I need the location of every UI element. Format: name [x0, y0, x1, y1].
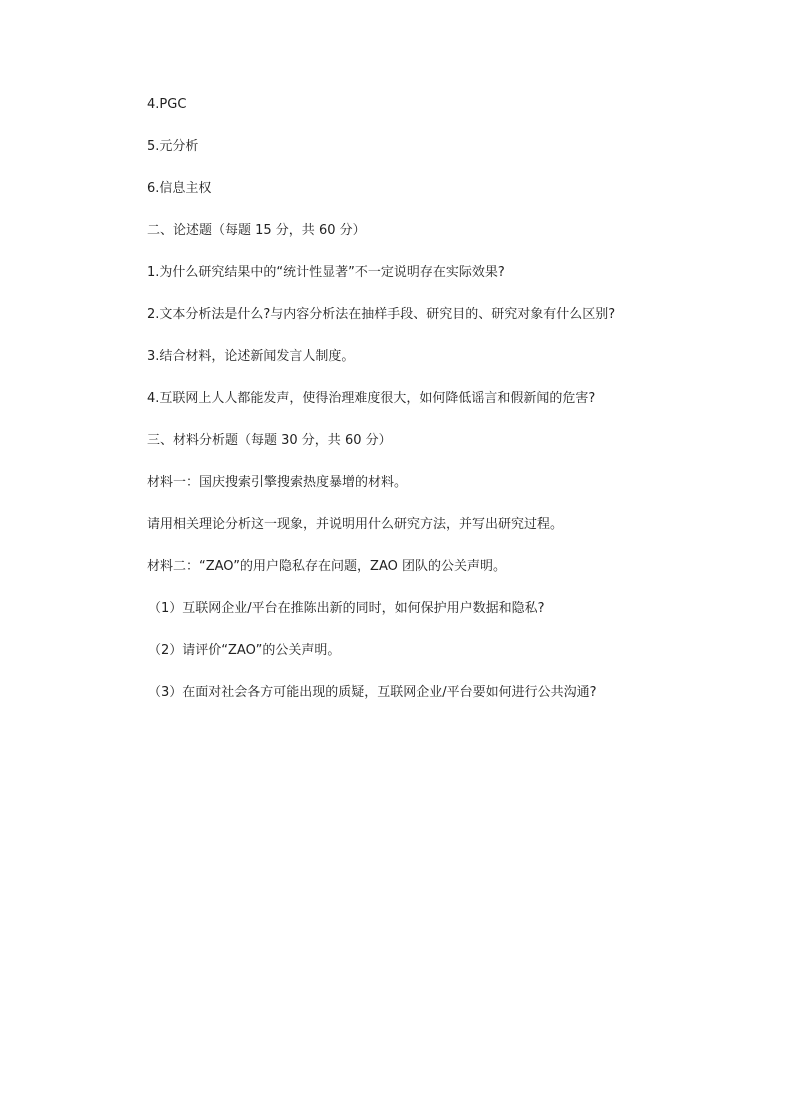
- term-pgc: 4.PGC: [147, 97, 187, 112]
- material-2-question-3: （3）在面对社会各方可能出现的质疑，互联网企业/平台要如何进行公共沟通?: [148, 685, 597, 700]
- term-meta-analysis: 5.元分析: [147, 139, 199, 154]
- essay-question-3: 3.结合材料，论述新闻发言人制度。: [147, 349, 355, 364]
- essay-question-1: 1.为什么研究结果中的“统计性显著”不一定说明存在实际效果?: [147, 265, 505, 280]
- section-heading-material-analysis: 三、材料分析题（每题 30 分，共 60 分）: [147, 433, 392, 448]
- material-1-question: 请用相关理论分析这一现象，并说明用什么研究方法，并写出研究过程。: [147, 517, 564, 532]
- essay-question-2: 2.文本分析法是什么?与内容分析法在抽样手段、研究目的、研究对象有什么区别?: [147, 307, 616, 322]
- section-heading-essay: 二、论述题（每题 15 分，共 60 分）: [147, 223, 366, 238]
- document-body: [147, 96, 707, 726]
- essay-question-4: 4.互联网上人人都能发声，使得治理难度很大，如何降低谣言和假新闻的危害?: [147, 391, 596, 406]
- material-2-question-1: （1）互联网企业/平台在推陈出新的同时，如何保护用户数据和隐私?: [148, 601, 545, 616]
- material-2: 材料二：“ZAO”的用户隐私存在问题，ZAO 团队的公关声明。: [147, 559, 506, 574]
- material-1: 材料一：国庆搜索引擎搜索热度暴增的材料。: [147, 475, 408, 490]
- term-information-sovereignty: 6.信息主权: [147, 181, 212, 196]
- material-2-question-2: （2）请评价“ZAO”的公关声明。: [148, 643, 341, 658]
